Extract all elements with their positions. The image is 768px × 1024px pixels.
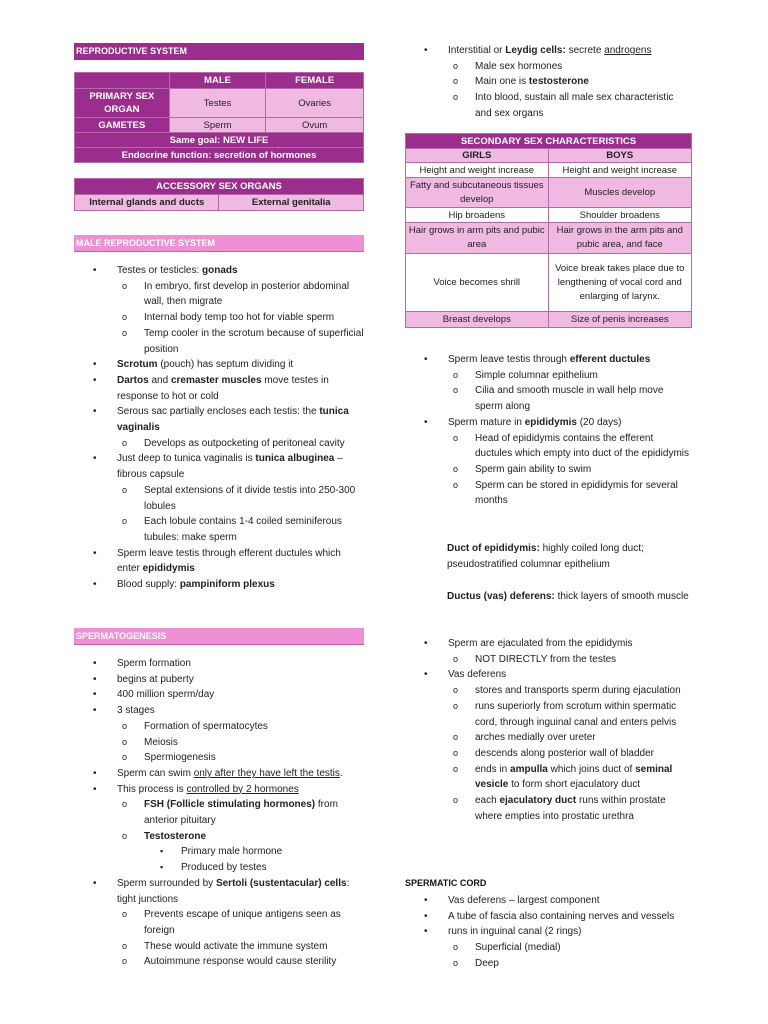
list-item: o each ejaculatory duct runs within prostate where empties into prostatic urethra	[405, 793, 692, 824]
duct-of-epididymis-paragraph: Duct of epididymis: highly coiled long duct; pseudostratified columnar epithelium	[447, 543, 644, 570]
list-item: o Head of epididymis contains the efferent ductules which empty into duct of the epididymis	[405, 431, 692, 462]
list-item: o Develops as outpocketing of peritoneal cavity	[74, 436, 364, 452]
row-endocrine: Endocrine function: secretion of hormones	[75, 148, 364, 163]
secondary-title: SECONDARY SEX CHARACTERISTICS	[406, 134, 692, 149]
secondary-sex-table	[405, 133, 692, 328]
table-cell: Hip broadens	[406, 208, 549, 223]
list-item: o Cilia and smooth muscle in wall help move sperm along	[405, 383, 692, 414]
list-item: o In embryo, first develop in posterior abdominal wall, then migrate	[74, 279, 364, 310]
list-item: • Sperm leave testis through efferent ductules	[405, 352, 692, 368]
cell-sperm: Sperm	[169, 118, 266, 133]
table-cell: Muscles develop	[548, 178, 691, 208]
table-cell: Size of penis increases	[548, 312, 691, 328]
table-cell: Height and weight increase	[548, 163, 691, 178]
leydig-list	[405, 43, 692, 122]
accessory-organs-table	[74, 178, 364, 211]
row-primary-sex-organ: PRIMARY SEX ORGAN	[75, 89, 170, 118]
table-cell: Shoulder broadens	[548, 208, 691, 223]
cell-internal-glands: Internal glands and ducts	[75, 195, 219, 211]
list-item: • Sperm are ejaculated from the epididymis	[405, 636, 692, 652]
list-item: o Prevents escape of unique antigens seen as foreign	[74, 907, 364, 938]
list-item: o Main one is testosterone	[405, 74, 692, 90]
list-item: o Sperm can be stored in epididymis for several months	[405, 478, 692, 509]
spermatic-cord-list	[405, 893, 692, 972]
list-item: o Testosterone	[74, 829, 364, 845]
table-cell: Hair grows in the arm pits and pubic area, and face	[548, 223, 691, 254]
table-cell: Breast develops	[406, 312, 549, 328]
list-item: o Each lobule contains 1-4 coiled seminiferous tubules: make sperm	[74, 514, 364, 545]
list-item: ▪ Produced by testes	[74, 860, 364, 876]
row-gametes: GAMETES	[75, 118, 170, 133]
spermatic-cord-header: SPERMATIC CORD	[405, 878, 487, 888]
list-item: • Sperm leave testis through efferent ductules which enter epididymis	[74, 546, 364, 577]
table-cell: Hair grows in arm pits and pubic area	[406, 223, 549, 254]
list-item: o Deep	[405, 956, 692, 972]
list-item: o stores and transports sperm during ejaculation	[405, 683, 692, 699]
list-item: • A tube of fascia also containing nerves and vessels	[405, 909, 692, 925]
list-item: • Sperm formation	[74, 656, 364, 672]
sex-organs-table	[74, 72, 364, 163]
efferent-list	[405, 352, 692, 509]
list-item: • Serous sac partially encloses each testis: the tunica vaginalis	[74, 404, 364, 435]
list-item: • runs in inguinal canal (2 rings)	[405, 924, 692, 940]
reproductive-system-header: REPRODUCTIVE SYSTEM	[74, 43, 364, 60]
list-item: o FSH (Follicle stimulating hormones) from anterior pituitary	[74, 797, 364, 828]
cell-testes: Testes	[169, 89, 266, 118]
list-item: o Autoimmune response would cause sterility	[74, 954, 364, 970]
ejaculation-list	[405, 636, 692, 824]
table-cell: Voice break takes place due to lengthening of vocal cord and enlarging of larynx.	[548, 254, 691, 312]
list-item: o Meiosis	[74, 735, 364, 751]
col-male: MALE	[169, 73, 266, 89]
list-item: • Sperm can swim only after they have left the testis.	[74, 766, 364, 782]
list-item: o Into blood, sustain all male sex characteristic and sex organs	[405, 90, 692, 121]
table-cell: Fatty and subcutaneous tissues develop	[406, 178, 549, 208]
list-item: • Scrotum (pouch) has septum dividing it	[74, 357, 364, 373]
list-item: • begins at puberty	[74, 672, 364, 688]
list-item: o Superficial (medial)	[405, 940, 692, 956]
list-item: o Spermiogenesis	[74, 750, 364, 766]
table-cell: Height and weight increase	[406, 163, 549, 178]
cell-external-genitalia: External genitalia	[219, 195, 364, 211]
list-item: o Male sex hormones	[405, 59, 692, 75]
col-female: FEMALE	[266, 73, 364, 89]
list-item: • Testes or testicles: gonads	[74, 263, 364, 279]
list-item: o Formation of spermatocytes	[74, 719, 364, 735]
col-girls: GIRLS	[406, 149, 549, 163]
list-item: • This process is controlled by 2 hormones	[74, 782, 364, 798]
list-item: • Sperm mature in epididymis (20 days)	[405, 415, 692, 431]
list-item: • Interstitial or Leydig cells: secrete androgens	[405, 43, 692, 59]
list-item: • 400 million sperm/day	[74, 687, 364, 703]
list-item: • Just deep to tunica vaginalis is tunica albuginea – fibrous capsule	[74, 451, 364, 482]
list-item: o NOT DIRECTLY from the testes	[405, 652, 692, 668]
ductus-deferens-paragraph: Ductus (vas) deferens: thick layers of smooth muscle	[447, 591, 689, 602]
list-item: o Simple columnar epithelium	[405, 368, 692, 384]
list-item: o Temp cooler in the scrotum because of superficial position	[74, 326, 364, 357]
list-item: • Vas deferens	[405, 667, 692, 683]
spermatogenesis-header: SPERMATOGENESIS	[74, 628, 364, 645]
list-item: o runs superiorly from scrotum within spermatic cord, through inguinal canal and enters pelvis	[405, 699, 692, 730]
list-item: o Sperm gain ability to swim	[405, 462, 692, 478]
table-cell: Voice becomes shrill	[406, 254, 549, 312]
list-item: o Septal extensions of it divide testis into 250-300 lobules	[74, 483, 364, 514]
list-item: • Blood supply: pampiniform plexus	[74, 577, 364, 593]
accessory-title: ACCESSORY SEX ORGANS	[75, 179, 364, 195]
male-reproductive-list	[74, 263, 364, 593]
list-item: o arches medially over ureter	[405, 730, 692, 746]
male-reproductive-header: MALE REPRODUCTIVE SYSTEM	[74, 235, 364, 252]
list-item: o ends in ampulla which joins duct of seminal vesicle to form short ejaculatory duct	[405, 762, 692, 793]
list-item: ▪ Primary male hormone	[74, 844, 364, 860]
cell-ovaries: Ovaries	[266, 89, 364, 118]
list-item: • Sperm surrounded by Sertoli (sustentacular) cells: tight junctions	[74, 876, 364, 907]
list-item: • Dartos and cremaster muscles move testes in response to hot or cold	[74, 373, 364, 404]
list-item: o Internal body temp too hot for viable sperm	[74, 310, 364, 326]
list-item: • Vas deferens – largest component	[405, 893, 692, 909]
spermatogenesis-list	[74, 656, 364, 970]
row-same-goal: Same goal: NEW LIFE	[75, 133, 364, 148]
table-corner	[75, 73, 170, 89]
list-item: • 3 stages	[74, 703, 364, 719]
list-item: o These would activate the immune system	[74, 939, 364, 955]
cell-ovum: Ovum	[266, 118, 364, 133]
col-boys: BOYS	[548, 149, 691, 163]
list-item: o descends along posterior wall of bladder	[405, 746, 692, 762]
